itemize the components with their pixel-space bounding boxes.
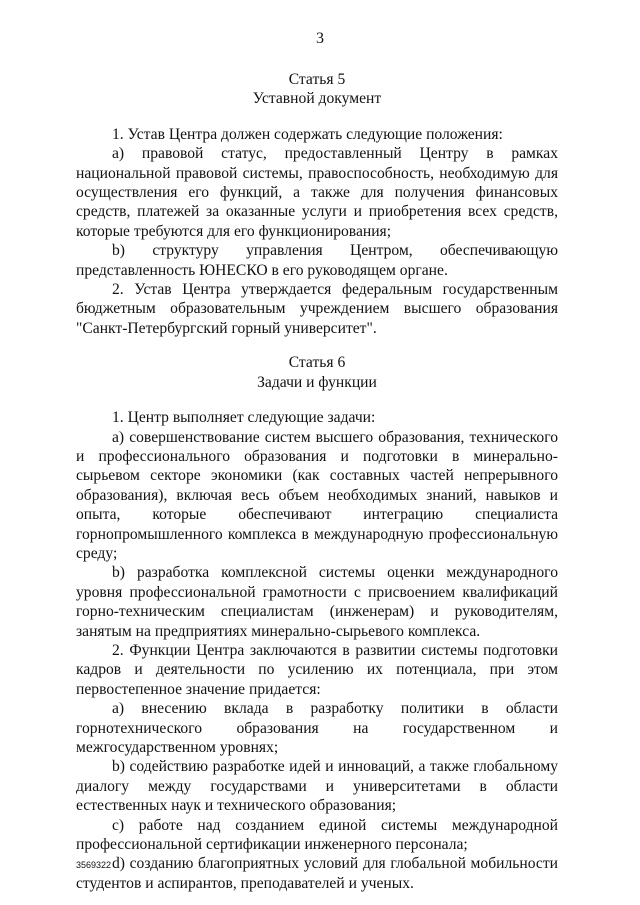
spacer: [76, 392, 558, 408]
article-6-paragraph: a) внесению вклада в разработку политики в области горнотехнического образования на государственном и межгосударственном уровнях;: [76, 700, 558, 756]
article-5-paragraph: 1. Устав Центра должен содержать следующие положения:: [112, 125, 503, 143]
article-6-subtitle: Задачи и функции: [257, 373, 377, 391]
article-6-title: Статья 6: [288, 354, 346, 372]
document-body: [76, 70, 558, 893]
document-code: 3569322: [76, 860, 112, 870]
article-6-paragraph: c) работе над созданием единой системы международной профессиональной сертификации инженерного персонала;: [76, 816, 558, 854]
article-5-title: Статья 5: [288, 71, 346, 88]
article-5-paragraph: b) структуру управления Центром, обеспечивающую представленность ЮНЕСКО в его руководящем органе.: [76, 242, 558, 279]
spacer: [76, 109, 558, 125]
article-6-paragraph: a) совершенствование систем высшего образования, технического и профессионального образования и подготовки в минерально-сырьевом секторе экономики (как составных частей непрерывного образования), включая весь объем необходимых знаний, навыков и опыта, которые обеспечивают интеграцию специалиста горнопромышленного комплекса в международную профессиональную среду;: [76, 428, 558, 562]
article-5-paragraph: a) правовой статус, предоставленный Центру в рамках национальной правовой системы, правоспособность, необходимую для осуществления его функций, а также для получения финансовых средств, платежей за оказанные услуги и приобретения всех средств, которые требуются для его функционирования;: [76, 145, 558, 240]
article-6-paragraph: 1. Центр выполняет следующие задачи:: [112, 409, 376, 427]
article-5-paragraph: 2. Устав Центра утверждается федеральным государственным бюджетным образовательным учреждением высшего образования "Санкт-Петербургский горный университет".: [76, 281, 558, 337]
article-5-subtitle: Уставной документ: [252, 90, 382, 108]
article-6-paragraph: b) разработка комплексной системы оценки международного уровня профессиональной грамотности с присвоением квалификаций горно-техническим специалистам (инженерам) и руководителям, занятым на предприятиях минерально-сырьевого комплекса.: [76, 564, 558, 640]
article-6-paragraph: 2. Функции Центра заключаются в развитии системы подготовки кадров и деятельности по усилению их потенциала, при этом первостепенное значение придается:: [76, 641, 558, 698]
page-number: 3: [316, 30, 324, 47]
article-6-paragraph: d) созданию благоприятных условий для глобальной мобильности студентов и аспирантов, преподавателей и ученых.: [76, 855, 558, 892]
article-6-paragraph: b) содействию разработке идей и инноваций, а также глобальному диалогу между государствами и университетами в области естественных наук и технического образования;: [76, 758, 558, 815]
